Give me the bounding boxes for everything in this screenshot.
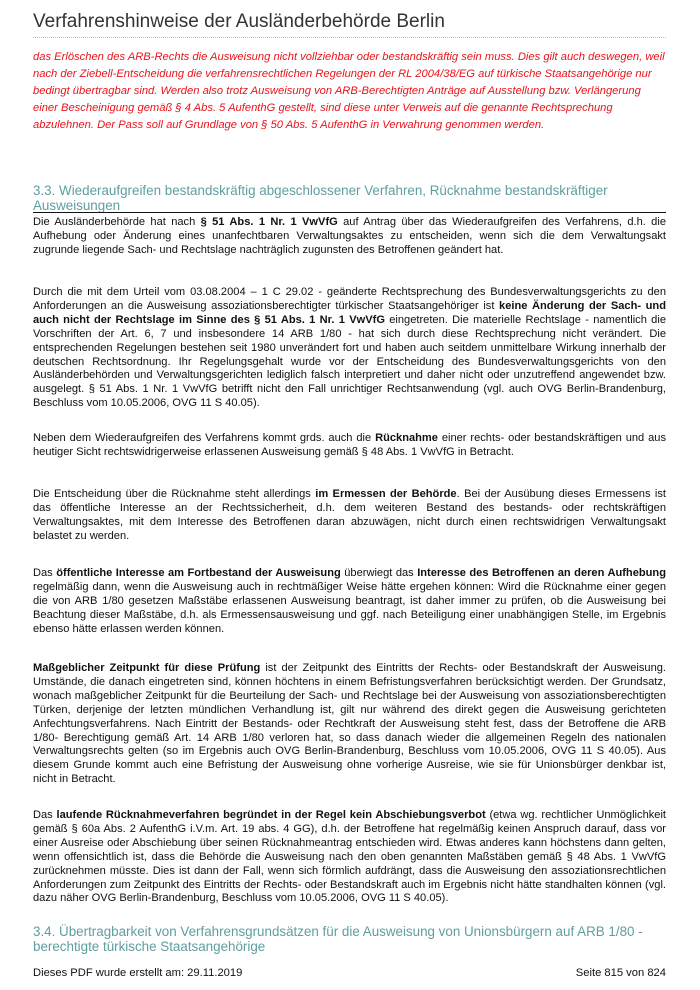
header-divider	[33, 37, 666, 38]
paragraph-rechtsprechung: Durch die mit dem Urteil vom 03.08.2004 – 1 C 29.02 - geänderte Rechtsprechung des Bundesverwaltungsgerichts zu den Anforderungen an die Ausweisung assoziationsberechtigter türkischer Staatsangehöriger ist keine Änderung der Sach- und auch nicht der Rechtslage im Sinne des § 51 Abs. 1 Nr. 1 VwVfG eingetreten. Die materielle Rechtslage - namentlich die Vorschriften der Art. 6, 7 und insbesondere 14 ARB 1/80 - hat sich durch diese Rechtsprechung nicht verändert. Die entsprechenden Regelungen bestehen seit 1980 unverändert fort und haben auch seitdem unmittelbare Wirkung innerhalb der deutschen Rechtsordnung. Ihr Regelungsgehalt wurde vor der Entscheidung des Bundesverwaltungsgerichts von den Ausländerbehörden und Verwaltungsgerichten lediglich falsch interpretiert und daher nicht oder unzutreffend angewendet bzw. ausgelegt. § 51 Abs. 1 Nr. 1 VwVfG betrifft nicht den Fall unrichtiger Rechtsanwendung (vgl. auch OVG Berlin-Brandenburg, Beschluss vom 10.05.2006, OVG 11 S 40.05).	[33, 286, 666, 410]
intro-red-paragraph: das Erlöschen des ARB-Rechts die Ausweisung nicht vollziehbar oder bestandskräftig sein muss. Dies gilt auch deswegen, weil nach der Ziebell-Entscheidung die verfahrensrechtlichen Regelungen der RL 2004/38/EG auf türkische Staatsangehörige nur bedingt übertragbar sind. Werden also trotz Ausweisung von ARB-Berechtigten Anträge auf Ausstellung bzw. Verlängerung einer Bescheinigung gemäß § 4 Abs. 5 AufenthG gestellt, sind diese unter Verweis auf die genannte Rechtsprechung abzulehnen. Der Pass soll auf Grundlage von § 50 Abs. 5 AufenthG in Verwahrung genommen werden.	[33, 51, 665, 131]
paragraph-wiederaufgreifen: Die Ausländerbehörde hat nach § 51 Abs. 1 Nr. 1 VwVfG auf Antrag über das Wiederaufgreifen des Verfahrens, d.h. die Aufhebung oder Änderung eines unanfechtbaren Verwaltungsaktes zu entscheiden, wenn sich die dem Verwaltungsakt zugrunde liegende Sach- und Rechtslage nachträglich zugunsten des Betroffenen geändert hat.	[33, 216, 666, 256]
footer-created-date: Dieses PDF wurde erstellt am: 29.11.2019	[33, 967, 243, 979]
section-3-4-heading: 3.4. Übertragbarkeit von Verfahrensgrundsätzen für die Ausweisung von Unionsbürgern auf ARB 1/80 - berechtigte türkische Staatsangehörige	[33, 924, 643, 954]
paragraph-ruecknahme: Neben dem Wiederaufgreifen des Verfahrens kommt grds. auch die Rücknahme einer rechts- oder bestandskräftigen und aus heutiger Sicht rechtswidrigerweise erlassenen Ausweisung gemäß § 48 Abs. 1 VwVfG in Betracht.	[33, 432, 666, 458]
footer-page-number: Seite 815 von 824	[575, 967, 666, 979]
page-header-title: Verfahrenshinweise der Ausländerbehörde Berlin	[33, 11, 445, 32]
paragraph-abschiebungsverbot: Das laufende Rücknahmeverfahren begründet in der Regel kein Abschiebungsverbot (etwa wg. rechtlicher Unmöglichkeit gemäß § 60a Abs. 2 AufenthG i.V.m. Art. 19 abs. 4 GG), d.h. der Betroffene hat regelmäßig keinen Anspruch darauf, dass vor einer Ausreise oder Abschiebung über seinen Rücknahmeantrag entschieden wird. Etwas anderes kann höchstens dann gelten, wenn offensichtlich ist, dass die Behörde die Ausweisung nach den oben genannten Maßstäben gemäß § 48 Abs. 1 VwVfG zurücknehmen müsste. Dies ist dann der Fall, wenn sich förmlich aufdrängt, dass die Ausweisung den assoziationsrechtlichen Anforderungen zum Zeitpunkt des Eintritts der Rechts- oder Bestandskraft auch im Ergebnis nicht hätte standhalten können (vgl. dazu näher OVG Berlin-Brandenburg, Beschluss vom 10.05.2006, OVG 11 S 40.05).	[33, 809, 666, 905]
paragraph-oeffentliches-interesse: Das öffentliche Interesse am Fortbestand der Ausweisung überwiegt das Interesse des Betroffenen an deren Aufhebung regelmäßig dann, wenn die Ausweisung auch in rechtmäßiger Weise hätte ergehen können: Wird die Rücknahme einer gegen die von ARB 1/80 gesetzen Maßstäbe erlassenen Ausweisung beantragt, ist daher immer zu prüfen, ob die Ausweisung bei Beachtung dieser Maßstäbe, d.h. als Ermessensausweisung und ggf. nach Beteiligung einer unabhängigen Stelle, im Ergebnis ebenso hätte erlassen werden können.	[33, 567, 666, 635]
section-3-3-heading: 3.3. Wiederaufgreifen bestandskräftig abgeschlossener Verfahren, Rücknahme bestandskräftiger Ausweisungen	[33, 183, 608, 213]
paragraph-zeitpunkt: Maßgeblicher Zeitpunkt für diese Prüfung ist der Zeitpunkt des Eintritts der Rechts- oder Bestandskraft der Ausweisung. Umstände, die danach eingetreten sind, können höchtens in einem Befristungsverfahren berücksichtigt werden. Der Grundsatz, wonach maßgeblicher Zeitpunkt für die Beurteilung der Sach- und Rechtslage bei der Ausweisung von assoziationsberechtigten Türken, derjenige der letzten mündlichen Verhandlung ist, gilt nur während des direkt gegen die Ausweisung gerichteten Anfechtungsverfahrens. Nach Eintritt der Bestands- oder Rechtkraft der Ausweisung steht fest, dass der Betroffene die ARB 1/80- Berechtigung gemäß Art. 14 ARB 1/80 verloren hat, so dass danach wieder die allgemeinen Regeln des nationalen Verwaltungsrechts gelten (so im Ergebnis auch OVG Berlin-Brandenburg, Beschluss vom 10.05.2006, OVG 11 S 40.05). Aus diesem Grunde kommt auch eine Befristung der Ausweisung ohne vorherige Ausreise, wie sie für Unionsbürger denkbar ist, nicht in Betracht.	[33, 662, 666, 786]
paragraph-ermessen: Die Entscheidung über die Rücknahme steht allerdings im Ermessen der Behörde. Bei der Ausübung dieses Ermessens ist das öffentliche Interesse an der Rechtssicherheit, d.h. dem weiteren Bestand des bestands- oder rechtskräftigen Verwaltungsaktes, mit dem Interesse des Betroffenen daran abzuwägen, nicht durch einen rechtswidrigen Verwaltungsakt belastet zu werden.	[33, 488, 666, 542]
section-3-3-rule	[33, 212, 666, 213]
